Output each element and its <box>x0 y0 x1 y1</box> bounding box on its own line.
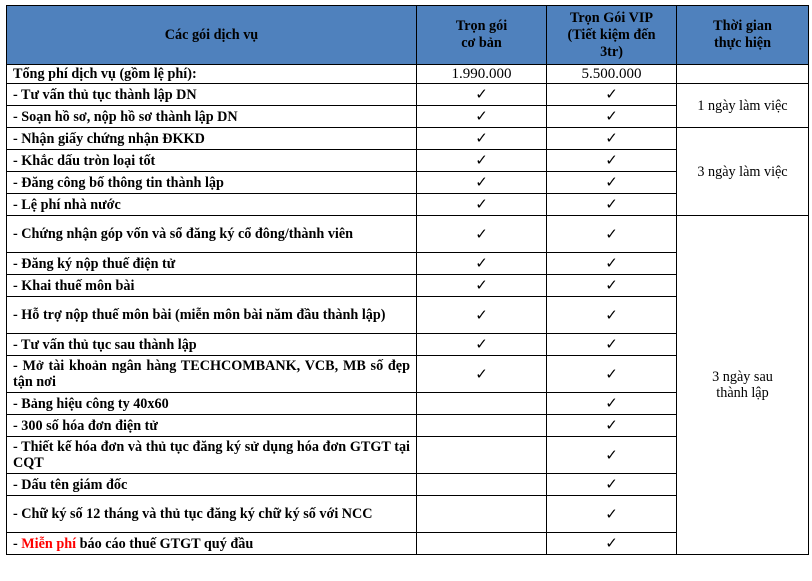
check-icon: ✓ <box>475 151 488 169</box>
fee-time-empty <box>677 65 809 84</box>
service-pricing-table <box>6 5 809 555</box>
vip-check-cell <box>547 150 677 172</box>
service-label: - Tư vấn thủ tục sau thành lập <box>7 334 417 356</box>
service-label: - Soạn hồ sơ, nộp hồ sơ thành lập DN <box>7 106 417 128</box>
check-icon: ✓ <box>605 416 618 434</box>
vip-check-cell <box>547 194 677 216</box>
vip-check-cell <box>547 128 677 150</box>
check-icon: ✓ <box>605 364 618 383</box>
check-icon: ✓ <box>605 534 618 552</box>
fee-vip-value: 5.500.000 <box>547 65 677 84</box>
check-icon: ✓ <box>605 475 618 493</box>
fee-row <box>7 65 809 84</box>
check-icon: ✓ <box>605 394 618 412</box>
check-icon: ✓ <box>605 276 618 294</box>
vip-check-cell <box>547 297 677 334</box>
check-icon: ✓ <box>605 445 618 464</box>
check-icon: ✓ <box>605 173 618 191</box>
service-label: - Lệ phí nhà nước <box>7 194 417 216</box>
time-text: 3 ngày làm việc <box>697 163 788 180</box>
header-time-text: Thời gian thực hiện <box>713 18 772 51</box>
vip-check-cell <box>547 356 677 393</box>
service-label-part: báo cáo thuế GTGT quý đầu <box>76 535 254 552</box>
service-label: - 300 số hóa đơn điện tử <box>7 415 417 437</box>
header-time <box>677 6 809 65</box>
check-icon: ✓ <box>605 107 618 125</box>
service-label: - Tư vấn thủ tục thành lập DN <box>7 84 417 106</box>
service-label: - Thiết kế hóa đơn và thủ tục đăng ký sử dụng hóa đơn GTGT tại CQT <box>7 437 417 474</box>
header-basic-text: Trọn gói cơ bản <box>455 18 508 51</box>
table-row <box>7 216 809 253</box>
basic-check-cell <box>417 415 547 437</box>
vip-check-cell <box>547 415 677 437</box>
basic-check-cell <box>417 216 547 253</box>
vip-check-cell <box>547 172 677 194</box>
service-label: - Chữ ký số 12 tháng và thủ tục đăng ký chữ ký số với NCC <box>7 496 417 533</box>
check-icon: ✓ <box>605 195 618 213</box>
basic-check-cell <box>417 253 547 275</box>
fee-basic-value: 1.990.000 <box>417 65 547 84</box>
check-icon: ✓ <box>475 129 488 147</box>
check-icon: ✓ <box>605 85 618 103</box>
basic-check-cell <box>417 533 547 555</box>
check-icon: ✓ <box>475 85 488 103</box>
check-icon: ✓ <box>475 224 488 243</box>
vip-check-cell <box>547 474 677 496</box>
vip-check-cell <box>547 106 677 128</box>
basic-check-cell <box>417 106 547 128</box>
check-icon: ✓ <box>605 129 618 147</box>
basic-check-cell <box>417 275 547 297</box>
basic-check-cell <box>417 496 547 533</box>
basic-check-cell <box>417 128 547 150</box>
basic-check-cell <box>417 150 547 172</box>
service-label: - Đăng công bố thông tin thành lập <box>7 172 417 194</box>
header-service-packages: Các gói dịch vụ <box>7 6 417 65</box>
check-icon: ✓ <box>605 305 618 324</box>
check-icon: ✓ <box>605 151 618 169</box>
check-icon: ✓ <box>605 335 618 353</box>
basic-check-cell <box>417 474 547 496</box>
basic-check-cell <box>417 297 547 334</box>
basic-check-cell <box>417 437 547 474</box>
vip-check-cell <box>547 84 677 106</box>
vip-check-cell <box>547 253 677 275</box>
basic-check-cell <box>417 334 547 356</box>
table-header-row <box>7 6 809 65</box>
time-cell <box>677 84 809 128</box>
vip-check-cell <box>547 437 677 474</box>
service-label: - Bảng hiệu công ty 40x60 <box>7 393 417 415</box>
service-label: - Mở tài khoản ngân hàng TECHCOMBANK, VCB, MB số đẹp tận nơi <box>7 356 417 393</box>
vip-check-cell <box>547 216 677 253</box>
vip-check-cell <box>547 334 677 356</box>
check-icon: ✓ <box>475 276 488 294</box>
service-label <box>7 533 417 555</box>
header-vip-text: Trọn Gói VIP (Tiết kiệm đến 3tr) <box>567 9 656 60</box>
vip-check-cell <box>547 496 677 533</box>
basic-check-cell <box>417 172 547 194</box>
vip-check-cell <box>547 533 677 555</box>
fee-label: Tổng phí dịch vụ (gồm lệ phí): <box>7 65 417 84</box>
basic-check-cell <box>417 393 547 415</box>
check-icon: ✓ <box>475 364 488 383</box>
free-highlight-text: Miễn phí <box>21 535 77 552</box>
service-label: - Chứng nhận góp vốn và sổ đăng ký cổ đông/thành viên <box>7 216 417 253</box>
check-icon: ✓ <box>475 195 488 213</box>
service-label: - Khắc dấu tròn loại tốt <box>7 150 417 172</box>
check-icon: ✓ <box>475 254 488 272</box>
header-basic-package <box>417 6 547 65</box>
check-icon: ✓ <box>475 173 488 191</box>
table-row <box>7 128 809 150</box>
check-icon: ✓ <box>475 305 488 324</box>
vip-check-cell <box>547 275 677 297</box>
time-cell <box>677 128 809 216</box>
basic-check-cell <box>417 194 547 216</box>
check-icon: ✓ <box>605 224 618 243</box>
vip-check-cell <box>547 393 677 415</box>
service-label: - Hỗ trợ nộp thuế môn bài (miễn môn bài năm đầu thành lập) <box>7 297 417 334</box>
header-vip-package <box>547 6 677 65</box>
check-icon: ✓ <box>605 254 618 272</box>
time-cell <box>677 216 809 555</box>
basic-check-cell <box>417 84 547 106</box>
check-icon: ✓ <box>475 335 488 353</box>
check-icon: ✓ <box>475 107 488 125</box>
service-label: - Đăng ký nộp thuế điện tử <box>7 253 417 275</box>
service-label: - Dấu tên giám đốc <box>7 474 417 496</box>
service-label: - Khai thuế môn bài <box>7 275 417 297</box>
time-text: 1 ngày làm việc <box>697 97 788 114</box>
basic-check-cell <box>417 356 547 393</box>
check-icon: ✓ <box>605 504 618 523</box>
time-text: 3 ngày sau thành lập <box>712 369 773 401</box>
service-label: - Nhận giấy chứng nhận ĐKKD <box>7 128 417 150</box>
service-label-part: - <box>13 535 22 552</box>
table-row <box>7 84 809 106</box>
